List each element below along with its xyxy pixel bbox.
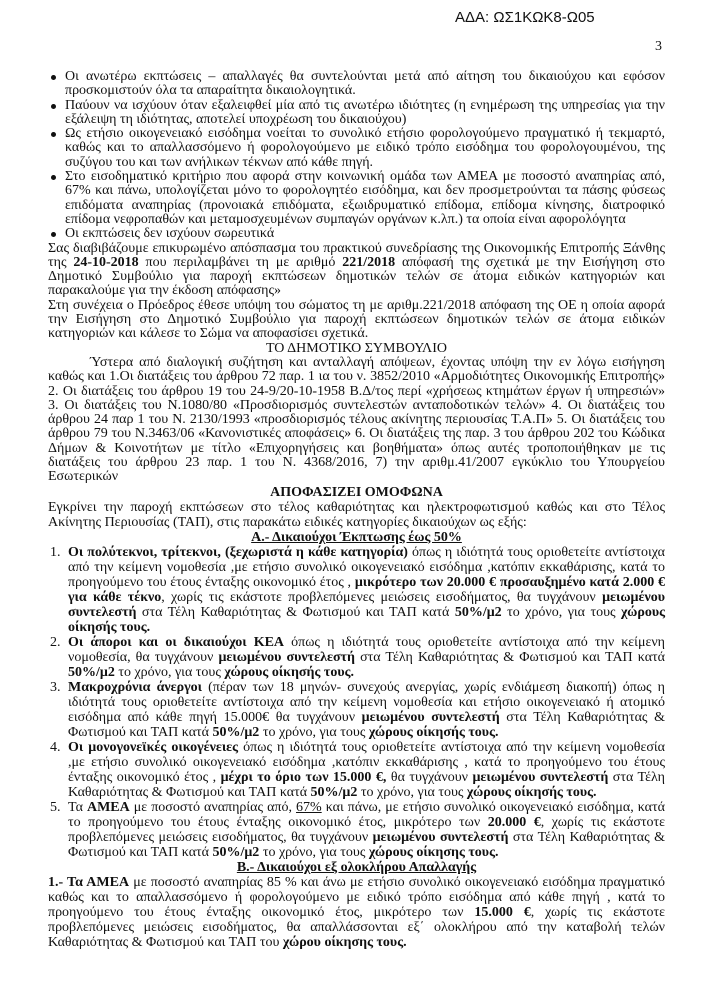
bullet-item [48, 170, 665, 227]
bold-text-run: χώρους οίκησής τους. [68, 604, 666, 635]
bold-text-run: 50%/μ2 [212, 844, 260, 860]
beneficiary-item [48, 635, 665, 680]
decision-heading: ΑΠΟΦΑΣΙΖΕΙ ΟΜΟΦΩΝΑ [270, 484, 443, 500]
document-body [48, 70, 665, 950]
text-run: το χρόνο, για τους [114, 664, 225, 680]
bold-text-run: Οι άποροι και οι δικαιούχοι ΚΕΑ [68, 634, 285, 650]
beneficiary-item [48, 545, 665, 635]
text-run: , χωρίς τις εκάστοτε προβλεπόμενες μειώσεις εισοδήματος, θα τυγχάνουν [161, 589, 603, 605]
item-text [68, 800, 665, 860]
item-number: 2. [50, 634, 61, 650]
bold-text-run: μειωμένου συντελεστή [361, 709, 500, 725]
bold-text-run: 15.000 € [474, 904, 531, 920]
section-a-heading: Α.- Δικαιούχοι Έκπτωσης έως 50% [251, 529, 462, 545]
text-run: το χρόνο, για τους [259, 844, 369, 860]
text-run: το χρόνο, για τους [501, 604, 622, 620]
text-run: όπως η ιδιότητά τους οριοθετείτε αντίστοιχα από την κείμενη νομοθεσία, θα τυγχάνουν [68, 634, 665, 665]
bold-text-run: χώρους οίκησής τους. [368, 724, 499, 740]
text-run: (πέραν των 18 μηνών- συνεχούς ανεργίας, χωρίς ενδιάμεση διακοπή) όπως η ιδιότητά τους οριοθετείτε αντίστοιχα από την κείμενη νομοθεσία και ετήσιο οικογενειακό ή ατομικό εισόδημα από κάθε πηγή 15.000€ θα τυγχάνουν [68, 679, 665, 725]
text-run: όπως η ιδιότητά τους οριοθετείτε αντίστοιχα από την κείμενη νομοθεσία ,με ετήσιο συνολικό οικογενειακό εισόδημα ,κατόπιν εκκαθάρισης , κατά το προηγούμενο του έτους ένταξης οικονομικό έτος , [68, 739, 665, 785]
text-run: το χρόνο, για τους [357, 784, 467, 800]
text-run: το χρόνο, για τους [259, 724, 369, 740]
bold-text-run: 1.- Τα ΑΜΕΑ [48, 874, 130, 890]
text-run: με ποσοστό αναπηρίας από, [129, 799, 297, 815]
item-number: 4. [50, 739, 61, 755]
bullet-text: Οι εκπτώσεις δεν ισχύουν σωρευτικά [65, 226, 275, 242]
bold-text-run: 50%/μ2 [212, 724, 260, 740]
bold-text-run: 24-10-2018 [73, 254, 139, 270]
text-run: στα Τέλη Καθαριότητας & Φωτισμού και ΤΑΠ κατά [68, 829, 665, 860]
considerations-paragraph: Ύστερα από διαλογική συζήτηση και ανταλλαγή απόψεων, έχοντας υπόψη την εν λόγω εισήγηση καθώς και 1.Οι διατάξεις του άρθρου 72 παρ. 1 ια του ν. 3852/2010 «Αρμοδιότητες Οικονομικής Επιτροπής» 2. Οι διατάξεις του άρθρου 19 του 24-9/20-10-1958 Β.Δ/τος περί «χρήσεως κτημάτων έργων ή υπηρεσιών» 3. Οι διατάξεις του Ν.1080/80 «Προσδιορισμός συντελεστών ανταποδοτικών τελών» 4. Οι διατάξεις του άρθρου 24 παρ 1 του Ν. 2130/1993 «προσδιορισμός τέλους ακίνητης περιουσίας Τ.Α.Π» 5. Οι διατάξεις του άρθρου 79 του Ν.3463/06 «Κανονιστικές αποφάσεις» 6. Οι διατάξεις της παρ. 3 του άρθρου 202 του Κώδικα Δήμων & Κοινοτήτων με τίτλο «Επιχορηγήσεις και βοηθήματα» όπως αυτές τροποποιήθηκαν με τις διατάξεις του άρθρου 23 παρ. 1 του Ν. 4368/2016, 7) την αριθμ.41/2007 εγκύκλιο του Υπουργείου Εσωτερικών [48, 354, 665, 485]
section-b-heading: Β.- Δικαιούχοι εξ ολοκλήρου Απαλλαγής [236, 859, 477, 875]
bullet-item [48, 127, 665, 170]
beneficiary-item [48, 800, 665, 860]
bullet-item [48, 227, 665, 241]
bold-text-run: ΑΜΕΑ [86, 799, 130, 815]
bold-text-run: μειωμένου συντελεστή [472, 769, 609, 785]
item-text [68, 740, 665, 800]
bullet-icon [48, 227, 65, 241]
text-run: Τα [68, 799, 87, 815]
bullet-text: Στο εισοδηματικό κριτήριο που αφορά στην κοινωνική ομάδα των ΑΜΕΑ με ποσοστό αναπηρίας από, 67% και πάνω, υπολογίζεται μόνο το φορολογητέο εισόδημα, και δεν προσμετρούνται τα πάσης φύσεως επιδόματα αναπηρίας (προνοιακά επιδόματα, εξωιδρυματικό επίδομα, επίδομα κίνησης, διατροφικό επίδομα νεφροπαθών και μεταμοσχευμένων συμπαγών οργάνων κ.λπ.) τα οποία είναι αφορολόγητα [65, 169, 665, 227]
item-text [68, 635, 665, 680]
bold-text-run: 50%/μ2 [310, 784, 358, 800]
text-run: , χωρίς τις εκάστοτε προβλεπόμενες μειώσεις εισοδήματος, θα απαλλάσσονται εξ΄ ολοκλήρου από την καταβολή τελών Καθαριότητας & Φωτισμού και ΤΑΠ του [48, 904, 665, 950]
bold-text-run: Μακροχρόνια άνεργοι [68, 679, 203, 695]
text-run: στα Τέλη Καθαριότητας & Φωτισμού και ΤΑΠ κατά [354, 649, 665, 665]
beneficiaries-list [48, 545, 665, 860]
president-paragraph: Στη συνέχεια ο Πρόεδρος έθεσε υπόψη του σώματος τη με αριθμ.221/2018 απόφαση της ΟΕ η οποία αφορά την Εισήγηση στο Δημοτικό Συμβούλιο για παροχή εκπτώσεων δημοτικών τελών σε άτομα ειδικών κατηγοριών και κάλεσε το Σώμα να αποφασίσει σχετικά. [48, 297, 665, 342]
bold-text-run: 20.000 € [487, 814, 541, 830]
text-run: στα Τέλη Καθαριότητας & Φωτισμού και ΤΑΠ κατά [136, 604, 455, 620]
beneficiary-item [48, 680, 665, 740]
bold-text-run: Οι πολύτεκνοι, τρίτεκνοι, (ξεχωριστά η κάθε κατηγορία) [68, 544, 408, 560]
text-run: απόφασή της σχετικά με την Εισήγηση στο Δημοτικό Συμβούλιο για παροχή εκπτώσεων δημοτικών τελών σε άτομα ειδικών κατηγοριών και παρακαλούμε για την έκδοση απόφασης» [48, 254, 665, 299]
exemption-paragraph [48, 875, 665, 950]
decision-section [48, 485, 665, 950]
bullet-icon [48, 170, 65, 227]
text-run: , χωρίς τις εκάστοτε προβλεπόμενες μειώσεις εισοδήματος, θα τυγχάνουν [68, 814, 666, 845]
bold-text-run: μέχρι το όριο των 15.000 €, [220, 769, 387, 785]
item-number: 5. [50, 799, 61, 815]
text-run: θα τυγχάνουν [386, 769, 473, 785]
bullet-icon [48, 70, 65, 99]
bullet-item [48, 70, 665, 99]
item-number: 3. [50, 679, 61, 695]
bullet-text: Οι ανωτέρω εκπτώσεις – απαλλαγές θα συντελούνται μετά από αίτηση του δικαιούχου και εφόσον προσκομιστούν όλα τα απαραίτητα δικαιολογητικά. [65, 69, 665, 99]
bold-text-run: χώρους οίκησής τους. [466, 784, 597, 800]
page-number: 3 [655, 39, 662, 54]
text-run: Σας διαβιβάζουμε επικυρωμένο απόσπασμα του πρακτικού συνεδρίασης της Οικονομικής Επιτροπής Ξάνθης της [48, 240, 665, 270]
transmittal-paragraph [48, 242, 665, 299]
text-run: στα Τέλη Καθαριότητας & Φωτισμού και ΤΑΠ κατά [68, 769, 665, 800]
bullet-text: Παύουν να ισχύουν όταν εξαλειφθεί μία από τις ανωτέρω ιδιότητες (η ενημέρωση της υπηρεσίας για την εξάλειψη τη ιδιότητας, αποτελεί υποχρέωση του δικαιούχου) [65, 97, 665, 127]
bold-text-run: 50%/μ2 [68, 664, 115, 680]
underlined-text-run: 67% [296, 799, 322, 815]
conditions-list [48, 70, 665, 242]
text-run: όπως η ιδιότητά τους οριοθετείτε αντίστοιχα από την κείμενη νομοθεσία ,με ετήσιο συνολικό οικογενειακό εισόδημα ,κατόπιν εκκαθάρισης, κατά το προηγούμενο του έτους ένταξης οικονομικό έτος , [68, 544, 666, 590]
item-number: 1. [50, 544, 61, 560]
bold-text-run: μειωμένου συντελεστή [372, 829, 509, 845]
bold-text-run: χώρου οίκησης τους. [282, 934, 407, 950]
bullet-item [48, 99, 665, 128]
bold-text-run: μικρότερο των 20.000 € προσαυξημένο κατά 2.000 € για κάθε τέκνο [68, 574, 665, 605]
item-text [68, 680, 665, 740]
bold-text-run: Οι μονογονεϊκές οικογένειες [68, 739, 239, 755]
bold-text-run: μειωμένου συντελεστή [68, 589, 665, 620]
council-heading: ΤΟ ΔΗΜΟΤΙΚΟ ΣΥΜΒΟΥΛΙΟ [266, 340, 447, 356]
bullet-text: Ως ετήσιο οικογενειακό εισόδημα νοείται το συνολικό ετήσιο φορολογούμενο πραγματικό ή τεκμαρτό, καθώς και το απαλλασσόμενο ή φορολογούμενο με ειδικό τρόπο εισόδημα του φορολογουμένου, της συζύγου του και των ανήλικων τέκνων από κάθε πηγή. [65, 126, 665, 170]
text-run: που περιλαμβάνει τη με αριθμό [138, 254, 343, 270]
text-run: με ποσοστό αναπηρίας 85 % και άνω με ετήσιο συνολικό οικογενειακό εισόδημα πραγματικό καθώς και το απαλλασσόμενο ή φορολογούμενο με ειδικό τρόπο εισόδημα από κάθε πηγή , κατά το προηγούμενο του έτους ένταξης οικονομικό έτος, μικρότερο των [48, 874, 666, 920]
bold-text-run: μειωμένου συντελεστή [218, 649, 355, 665]
bold-text-run: χώρους οίκησής τους. [224, 664, 354, 680]
beneficiary-item [48, 740, 665, 800]
ada-code: ΑΔΑ: ΩΣ1ΚΩΚ8-Ω05 [455, 9, 595, 26]
bold-text-run: 221/2018 [342, 254, 396, 270]
bullet-icon [48, 127, 65, 170]
text-run: και πάνω, με ετήσιο συνολικό οικογενειακό εισόδημα, κατά το προηγούμενο του έτους ένταξης οικονομικό έτος, μικρότερο των [68, 799, 665, 830]
bullet-icon [48, 99, 65, 128]
bold-text-run: χώρους οίκησης τους. [368, 844, 499, 860]
bold-text-run: 50%/μ2 [454, 604, 502, 620]
text-run: στα Τέλη Καθαριότητας & Φωτισμού και ΤΑΠ κατά [68, 709, 665, 740]
item-text [68, 545, 665, 635]
approval-paragraph: Εγκρίνει την παροχή εκπτώσεων στο τέλος καθαριότητας και ηλεκτροφωτισμού καθώς και στο Τέλος Ακίνητης Περιουσίας (ΤΑΠ), στις παρακάτω ειδικές κατηγορίες δικαιούχων ως εξής: [48, 499, 665, 530]
